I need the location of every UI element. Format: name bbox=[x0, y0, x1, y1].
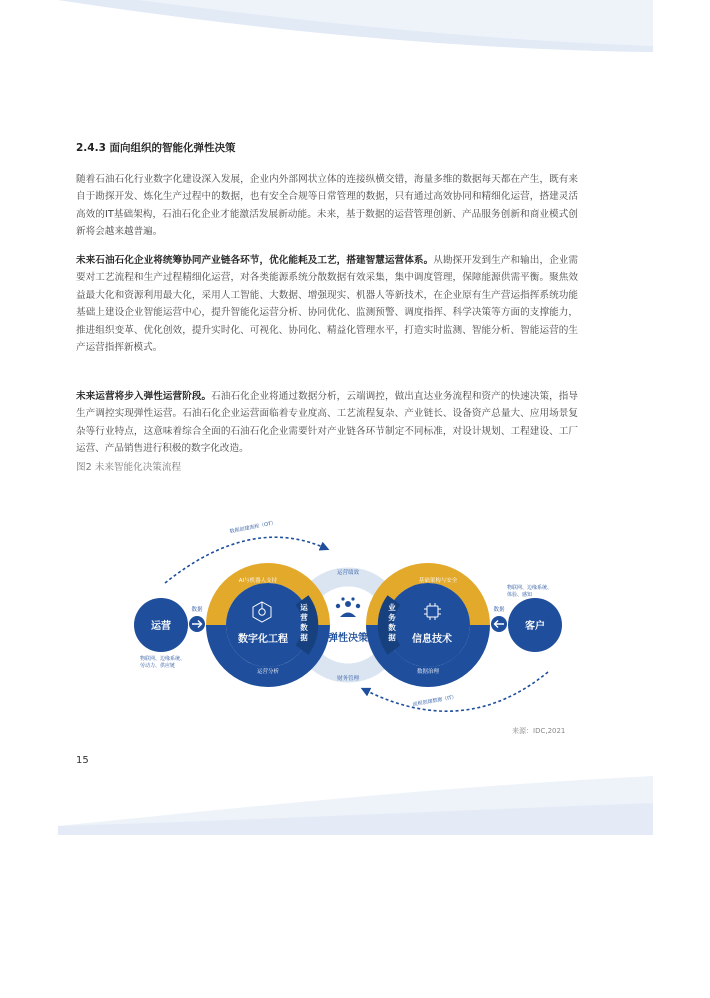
left-ring-bottom-label: 运营分析 bbox=[256, 669, 280, 675]
left-arrow-label: 数据 bbox=[191, 607, 203, 613]
left-ring-top-label: AI与机器人支持 bbox=[238, 578, 278, 584]
left-ring-inner-char-2: 营 bbox=[300, 613, 308, 622]
right-ring-core bbox=[386, 583, 470, 667]
right-ring-center-label: 信息技术 bbox=[412, 634, 452, 645]
paragraph-2-body: 从勘探开发到生产和输出，企业需要对工艺流程和生产过程精细化运营，对各类能源系统分散数据有效采集，集中调度管理，保障能源供需平衡。聚焦效益最大化和资源利用最大化，采用人工智能、大数据、增强现实、机器人等新技术，在企业原有生产营运指挥系统功能基础上建设企业智能运营中心，提升智能化运营分析、协同优化、监测预警、调度指挥、科学决策等方面的支撑能力，推进组织变革、优化创效，提升实时化、可视化、协同化、精益化管理水平，打造实时监测、智能分析、智能运营的生产运营指挥新模式。 bbox=[76, 255, 578, 354]
top-arc-label: 数据创建流程（OT） bbox=[229, 520, 277, 535]
right-ring-inner-char-3: 数 bbox=[388, 623, 396, 632]
paragraph-3-body: 石油石化企业将通过数据分析，云端调控，做出直达业务流程和资产的快速决策，指导生产调控实现弹性运营。石油石化企业运营面临着专业度高、工艺流程复杂、产业链长、设备资产总量大、应用场景复杂等行业特点，这意味着综合全面的石油石化企业需要针对产业链各环节制定不同标准，对设计规划、工程建设、工厂运营、产品销售进行积极的数字化改造。 bbox=[76, 391, 579, 455]
middle-ring-top-label: 运营绩效 bbox=[336, 570, 360, 576]
middle-ring-center-label: 弹性决策 bbox=[328, 633, 368, 644]
left-node-sub-2: 劳动力、供应链 bbox=[140, 663, 176, 669]
left-ring-center-label: 数字化工程 bbox=[238, 634, 288, 645]
right-ring-bottom-label: 数据治理 bbox=[416, 669, 440, 675]
paragraph-2-lead: 未来石油石化企业将统筹协同产业链各环节，优化能耗及工艺，搭建智慧运营体系。 bbox=[76, 255, 434, 266]
right-ring-inner-char-1: 业 bbox=[388, 603, 396, 612]
right-node-sub-2: 体验、感知 bbox=[507, 592, 533, 598]
figure-source: 来源：IDC,2021 bbox=[512, 727, 566, 735]
paragraph-1: 随着石油石化行业数字化建设深入发展，企业内外部网状立体的连接纵横交错，海量多维的数据每天都在产生，既有来自于勘探开发、炼化生产过程中的数据，也有安全合规等日常管理的数据，只有通过高效协同和精细化运营，搭建灵活高效的IT基础架构，石油石化企业才能激活发展新动能。未来，基于数据的运营管理创新、产品服务创新和商业模式创新将会越来越普遍。 bbox=[76, 174, 578, 238]
section-title: 2.4.3 面向组织的智能化弹性决策 bbox=[76, 142, 236, 154]
right-node-sub-1: 物联网、边缘系统、 bbox=[507, 585, 553, 591]
right-ring-top-label: 基础架构与安全 bbox=[418, 578, 458, 584]
bottom-arc-label: 流程创建数据（IT） bbox=[412, 694, 458, 708]
left-ring-inner-char-1: 运 bbox=[300, 603, 308, 612]
figure-caption: 图2 未来智能化决策流程 bbox=[76, 462, 182, 473]
left-node-sub-1: 物联网、边缘系统、 bbox=[140, 656, 186, 662]
paragraph-3-lead: 未来运营将步入弹性运营阶段。 bbox=[76, 391, 212, 402]
right-ring-inner-char-4: 据 bbox=[388, 633, 396, 642]
left-node-label: 运营 bbox=[151, 621, 171, 632]
right-node-label: 客户 bbox=[525, 621, 545, 632]
left-ring-core bbox=[226, 583, 310, 667]
middle-ring-bottom-label: 财务管理 bbox=[336, 676, 360, 682]
right-ring-inner-char-2: 务 bbox=[388, 613, 396, 622]
left-ring-inner-char-3: 数 bbox=[300, 623, 308, 632]
page-number: 15 bbox=[76, 755, 89, 766]
left-ring-inner-char-4: 据 bbox=[300, 633, 308, 642]
right-arrow-label: 数据 bbox=[493, 607, 505, 613]
